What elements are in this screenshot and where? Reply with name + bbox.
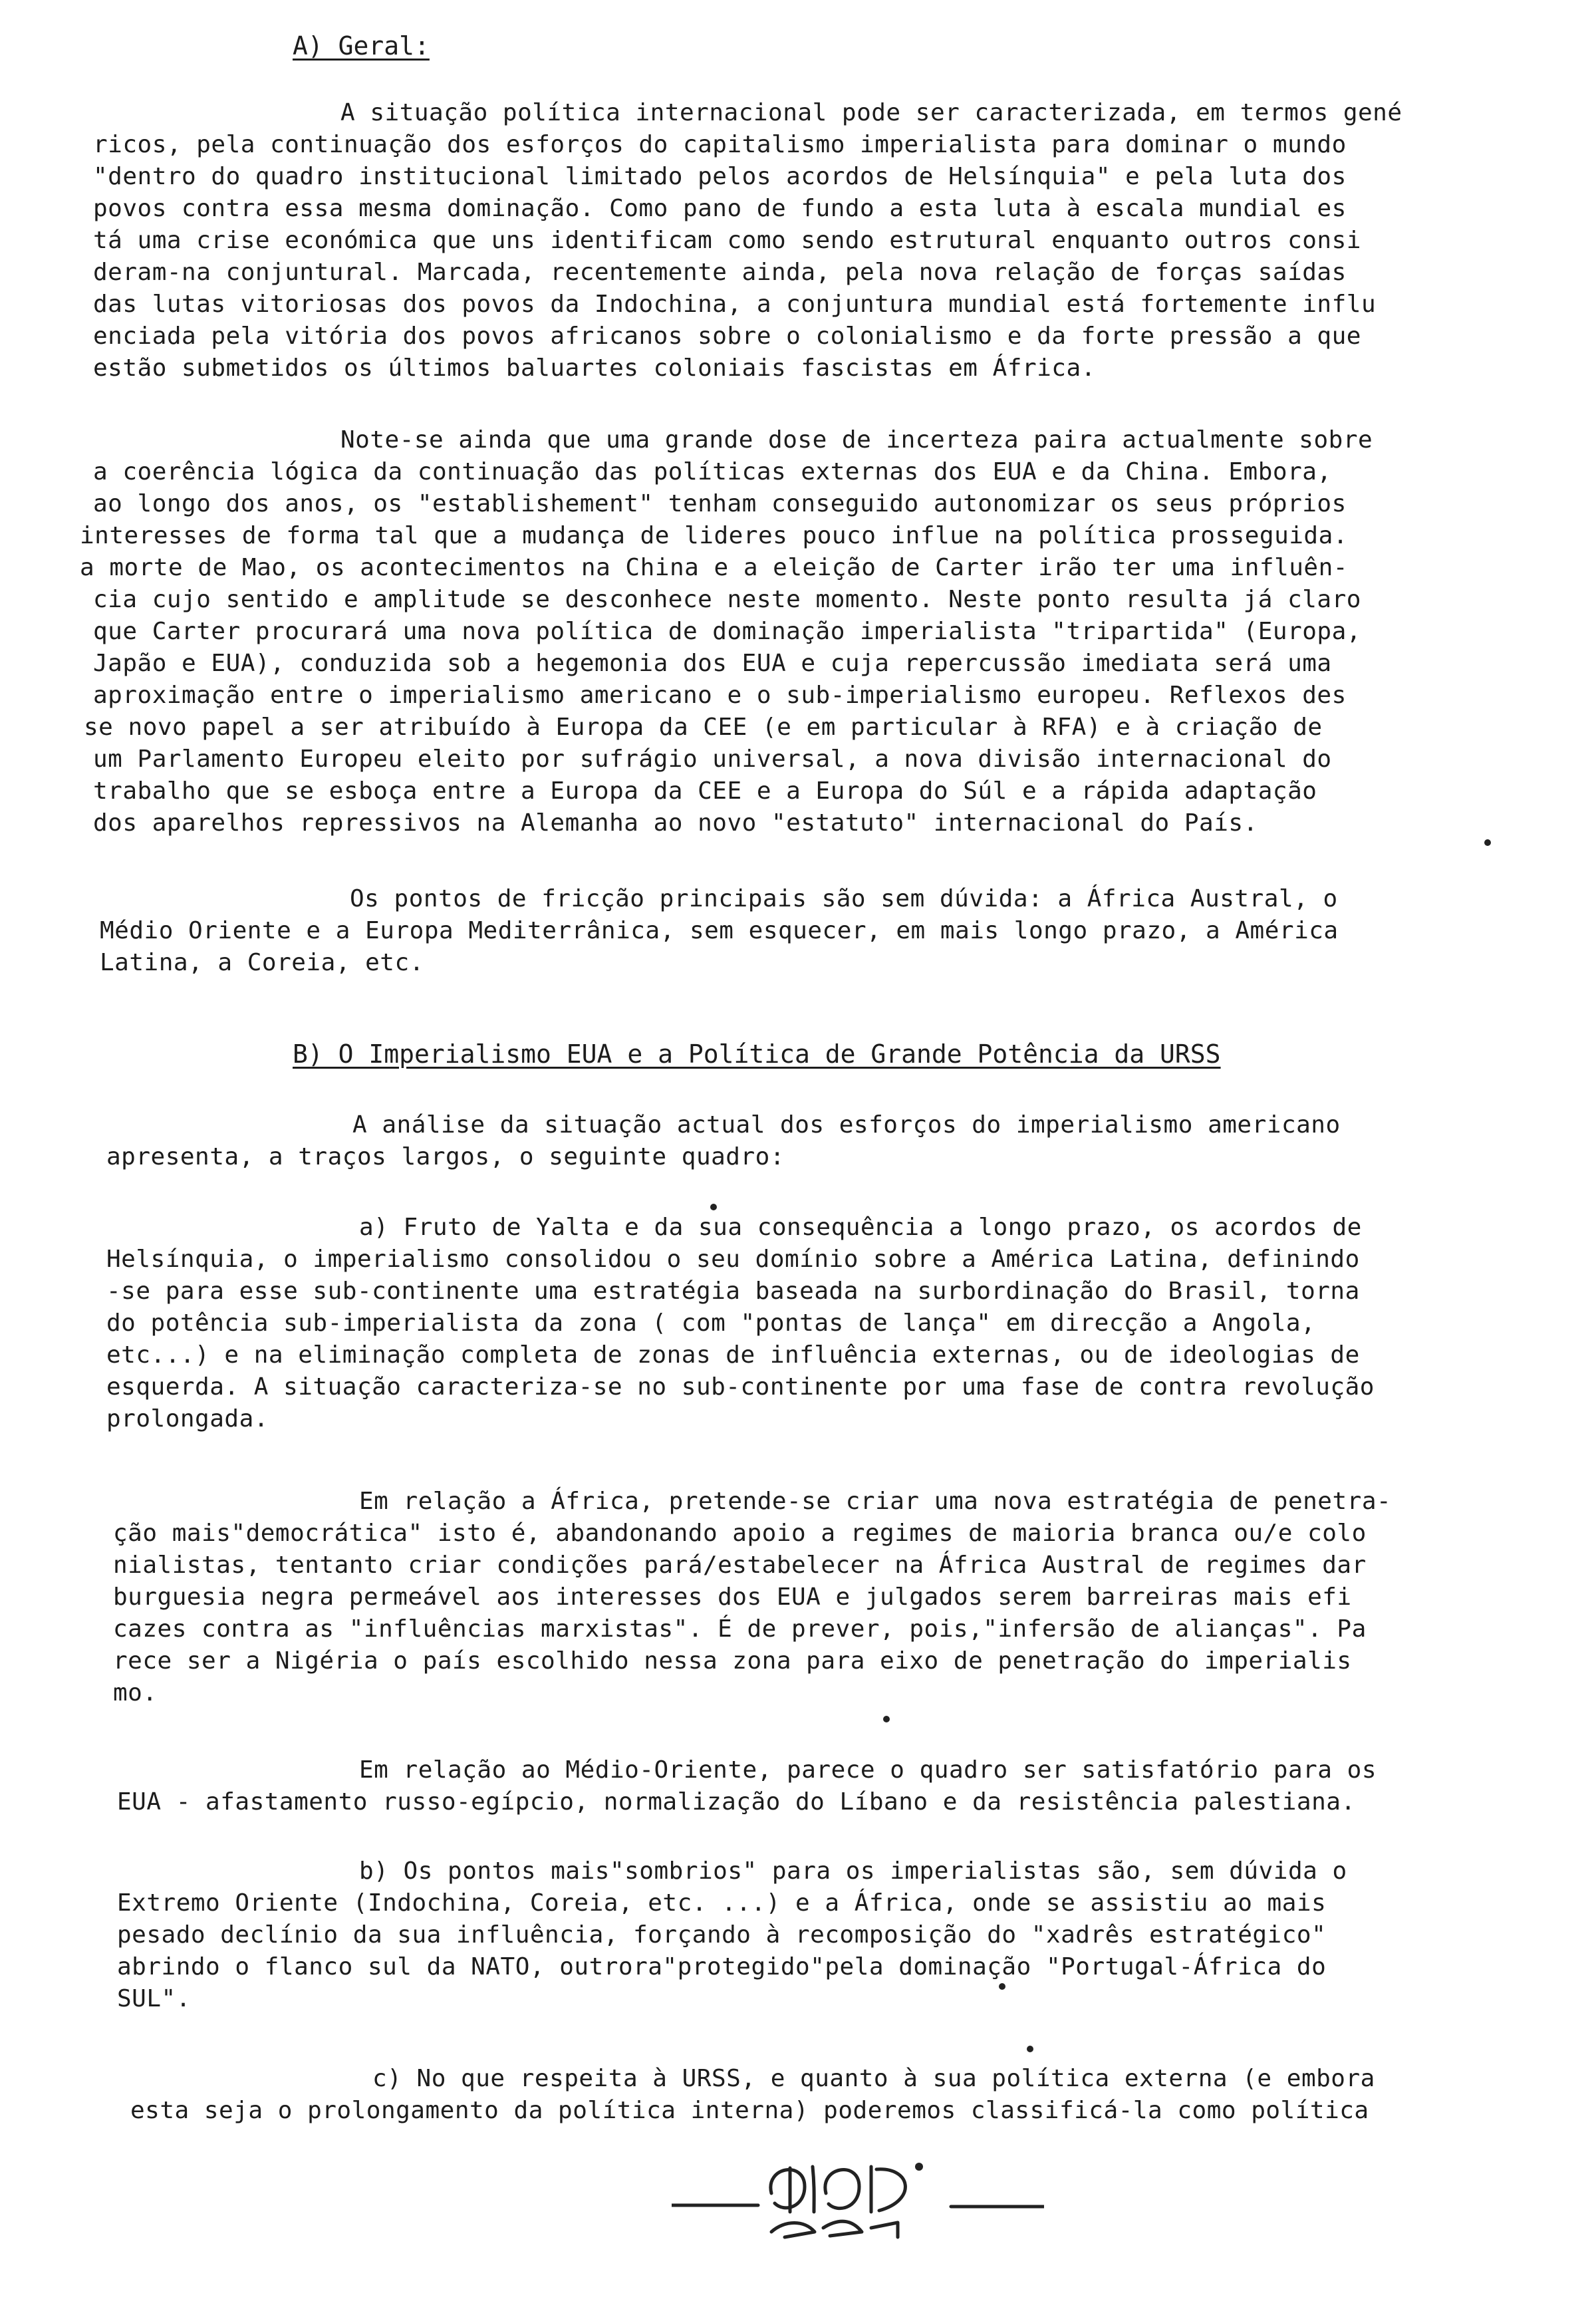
africa-line: burguesia negra permeável aos interesses dos EUA e julgados serem barreiras mais efi bbox=[113, 1583, 1352, 1611]
handwritten-initials bbox=[672, 2153, 1044, 2253]
item-b-line: b) Os pontos mais"sombrios" para os imperialistas são, sem dúvida o bbox=[359, 1857, 1347, 1885]
item-c-line: c) No que respeita à URSS, e quanto à sua política externa (e embora bbox=[372, 2065, 1375, 2092]
item-c-line: esta seja o prolongamento da política interna) poderemos classificá-la como política bbox=[130, 2097, 1369, 2124]
item-b-line: abrindo o flanco sul da NATO, outrora"protegido"pela dominação "Portugal-África do bbox=[117, 1953, 1327, 1980]
para1-line: A situação política internacional pode ser caracterizada, em termos gené bbox=[340, 99, 1402, 126]
para2-line: Note-se ainda que uma grande dose de incerteza paira actualmente sobre bbox=[340, 426, 1373, 454]
section-b-heading: B) O Imperialismo EUA e a Política de Grande Potência da URSS bbox=[293, 1039, 1221, 1069]
intro-line: apresenta, a traços largos, o seguinte quadro: bbox=[106, 1143, 785, 1170]
intro-line: A análise da situação actual dos esforços do imperialismo americano bbox=[352, 1111, 1341, 1139]
para3-line: Latina, a Coreia, etc. bbox=[100, 949, 424, 976]
para2-line: a coerência lógica da continuação das políticas externas dos EUA e da China. Embora, bbox=[93, 458, 1332, 485]
item-a-line: Helsínquia, o imperialismo consolidou o seu domínio sobre a América Latina, definindo bbox=[106, 1246, 1360, 1273]
medio-oriente-line: EUA - afastamento russo-egípcio, normalização do Líbano e da resistência palestiana. bbox=[117, 1788, 1356, 1816]
section-a-heading: A) Geral: bbox=[293, 31, 430, 61]
africa-line: mo. bbox=[113, 1679, 158, 1706]
item-a-line: prolongada. bbox=[106, 1405, 269, 1432]
para2-line: interesses de forma tal que a mudança de lideres pouco influe na política prosseguida. bbox=[80, 522, 1348, 549]
para2-line: um Parlamento Europeu eleito por sufrágio universal, a nova divisão internacional do bbox=[93, 746, 1332, 773]
para2-line: Japão e EUA), conduzida sob a hegemonia dos EUA e cuja repercussão imediata será uma bbox=[93, 650, 1332, 677]
para2-line: ao longo dos anos, os "establishement" tenham conseguido autonomizar os seus próprios bbox=[93, 490, 1347, 517]
para1-line: estão submetidos os últimos baluartes coloniais fascistas em África. bbox=[93, 354, 1096, 382]
para2-line: cia cujo sentido e amplitude se desconhece neste momento. Neste ponto resulta já claro bbox=[93, 586, 1361, 613]
para3-line: Médio Oriente e a Europa Mediterrânica, sem esquecer, em mais longo prazo, a América bbox=[100, 917, 1339, 944]
africa-line: rece ser a Nigéria o país escolhido nessa zona para eixo de penetração do imperialis bbox=[113, 1647, 1352, 1675]
para1-line: ricos, pela continuação dos esforços do capitalismo imperialista para dominar o mundo bbox=[93, 131, 1347, 158]
item-b-line: SUL". bbox=[117, 1985, 191, 2012]
africa-line: ção mais"democrática" isto é, abandonando apoio a regimes de maioria branca ou/e colo bbox=[113, 1520, 1367, 1547]
scan-speck bbox=[1484, 839, 1491, 846]
para1-line: enciada pela vitória dos povos africanos sobre o colonialismo e da forte pressão a que bbox=[93, 323, 1361, 350]
scan-speck bbox=[1027, 2046, 1033, 2052]
scan-speck bbox=[999, 1983, 1005, 1990]
africa-line: nialistas, tentanto criar condições pará/estabelecer na África Austral de regimes dar bbox=[113, 1552, 1367, 1579]
para1-line: das lutas vitoriosas dos povos da Indochina, a conjuntura mundial está fortemente influ bbox=[93, 291, 1377, 318]
para2-line: dos aparelhos repressivos na Alemanha ao novo "estatuto" internacional do País. bbox=[93, 809, 1258, 837]
item-a-line: do potência sub-imperialista da zona ( com "pontas de lança" em direcção a Angola, bbox=[106, 1309, 1316, 1337]
para2-line: se novo papel a ser atribuído à Europa da CEE (e em particular à RFA) e à criação de bbox=[84, 714, 1323, 741]
para3-line: Os pontos de fricção principais são sem dúvida: a África Austral, o bbox=[350, 885, 1338, 912]
item-a-line: a) Fruto de Yalta e da sua consequência a longo prazo, os acordos de bbox=[359, 1214, 1362, 1241]
para2-line: a morte de Mao, os acontecimentos na China e a eleição de Carter irão ter uma influên- bbox=[80, 554, 1348, 581]
item-a-line: esquerda. A situação caracteriza-se no sub-continente por uma fase de contra revolução bbox=[106, 1373, 1375, 1401]
para2-line: que Carter procurará uma nova política de dominação imperialista "tripartida" (Europa, bbox=[93, 618, 1361, 645]
scan-speck bbox=[883, 1716, 890, 1722]
scan-speck bbox=[710, 1204, 717, 1210]
africa-line: Em relação a África, pretende-se criar uma nova estratégia de penetra- bbox=[359, 1488, 1392, 1515]
para1-line: povos contra essa mesma dominação. Como pano de fundo a esta luta à escala mundial es bbox=[93, 195, 1347, 222]
item-a-line: etc...) e na eliminação completa de zonas de influência externas, ou de ideologias de bbox=[106, 1341, 1360, 1369]
para1-line: tá uma crise económica que uns identificam como sendo estrutural enquanto outros consi bbox=[93, 227, 1361, 254]
africa-line: cazes contra as "influências marxistas". É de prever, pois,"infersão de alianças". Pa bbox=[113, 1615, 1367, 1643]
para1-line: deram-na conjuntural. Marcada, recentemente ainda, pela nova relação de forças saídas bbox=[93, 259, 1347, 286]
item-b-line: Extremo Oriente (Indochina, Coreia, etc. ...) e a África, onde se assistiu ao mais bbox=[117, 1889, 1327, 1917]
para2-line: aproximação entre o imperialismo americano e o sub-imperialismo europeu. Reflexos des bbox=[93, 682, 1347, 709]
item-a-line: -se para esse sub-continente uma estratégia baseada na surbordinação do Brasil, torna bbox=[106, 1278, 1360, 1305]
item-b-line: pesado declínio da sua influência, forçando à recomposição do "xadrês estratégico" bbox=[117, 1921, 1327, 1949]
para1-line: "dentro do quadro institucional limitado pelos acordos de Helsínquia" e pela luta dos bbox=[93, 163, 1347, 190]
para2-line: trabalho que se esboça entre a Europa da CEE e a Europa do Súl e a rápida adaptação bbox=[93, 777, 1317, 805]
medio-oriente-line: Em relação ao Médio-Oriente, parece o quadro ser satisfatório para os bbox=[359, 1756, 1377, 1784]
